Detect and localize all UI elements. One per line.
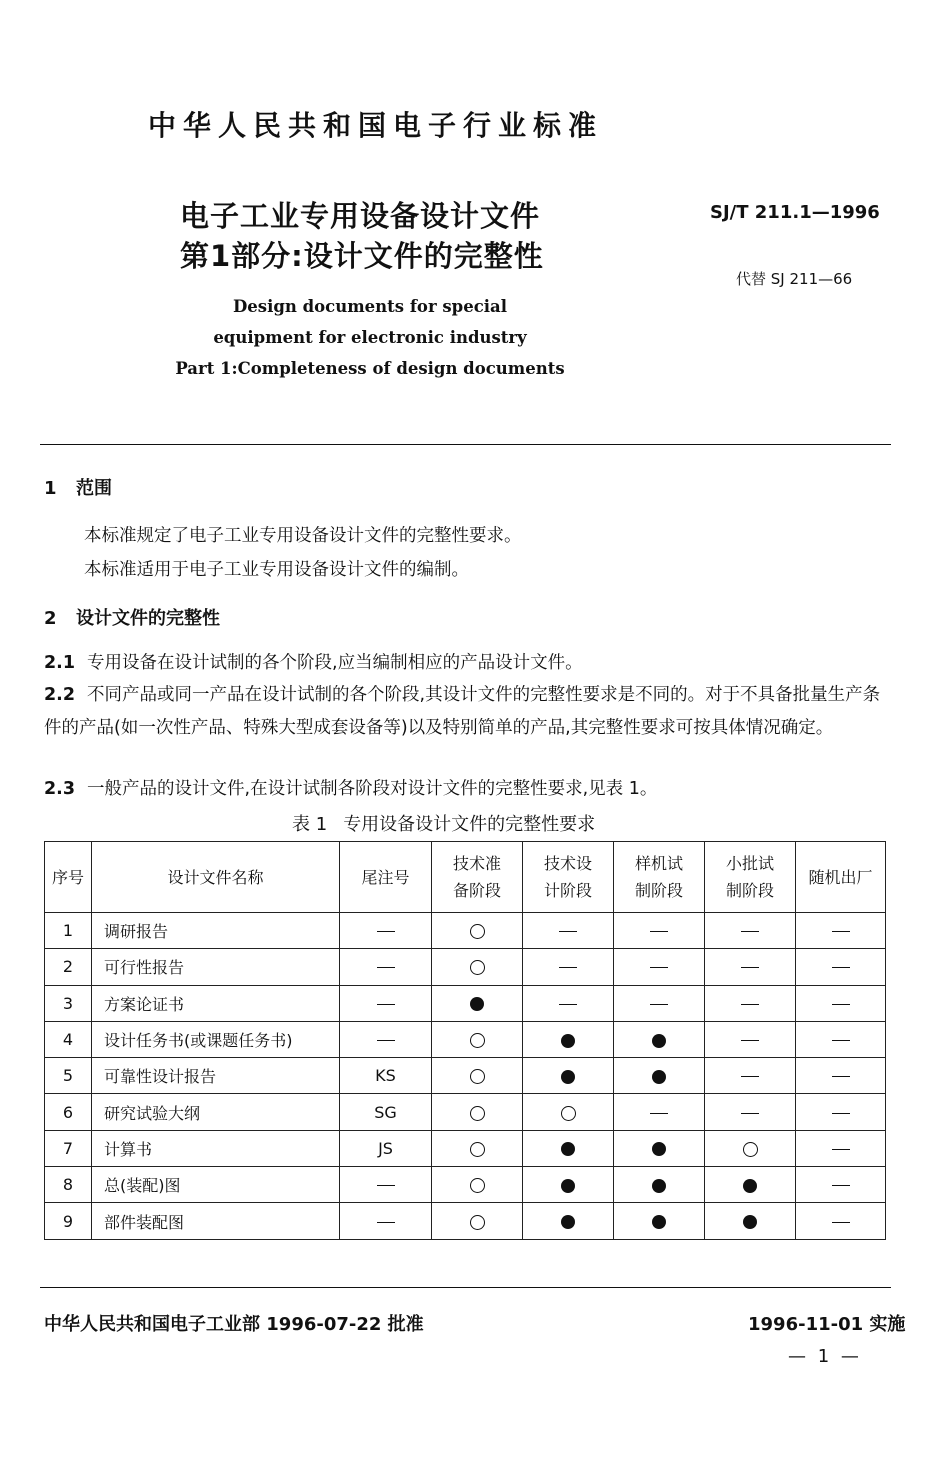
- row-name: 调研报告: [92, 913, 340, 949]
- dash-mark: [377, 931, 395, 932]
- open-circle-icon: [470, 1215, 485, 1230]
- row-stage-2-mark: [523, 913, 614, 949]
- open-circle-icon: [470, 960, 485, 975]
- english-title-line1: Design documents for special: [233, 297, 507, 316]
- filled-circle-icon: [652, 1034, 666, 1048]
- row-stage-3-mark: [614, 985, 705, 1021]
- dash-mark: [832, 1040, 850, 1041]
- open-circle-icon: [470, 1178, 485, 1193]
- open-circle-icon: [470, 1069, 485, 1084]
- row-seq: 2: [45, 949, 92, 985]
- row-name: 研究试验大纲: [92, 1094, 340, 1130]
- section-1-para-1: 本标准规定了电子工业专用设备设计文件的完整性要求。: [84, 526, 522, 546]
- row-stage-4-mark: [705, 1021, 796, 1057]
- table-caption-title: 专用设备设计文件的完整性要求: [343, 814, 596, 835]
- row-stage-1-mark: [432, 913, 523, 949]
- dash-mark: [377, 967, 395, 968]
- header-stage-5: 随机出厂: [796, 842, 886, 913]
- table-caption: [292, 810, 595, 836]
- row-suffix: [340, 949, 432, 985]
- clause-2-1: [44, 647, 892, 680]
- table-row: [45, 1021, 886, 1057]
- dash-mark: [741, 1004, 759, 1005]
- row-stage-2-mark: [523, 1130, 614, 1166]
- dash-mark: [832, 931, 850, 932]
- clause-2-2: [44, 679, 892, 745]
- standard-code: SJ/T 211.1—1996: [710, 202, 880, 223]
- table-header-row: [45, 842, 886, 913]
- row-suffix: KS: [340, 1058, 432, 1094]
- row-suffix: [340, 1203, 432, 1239]
- dash-mark: [832, 1222, 850, 1223]
- header-stage-4-a: 小批试: [725, 854, 774, 873]
- clause-2-3-text: 一般产品的设计文件,在设计试制各阶段对设计文件的完整性要求,见表 1。: [87, 779, 658, 799]
- filled-circle-icon: [652, 1215, 666, 1229]
- filled-circle-icon: [561, 1142, 575, 1156]
- row-stage-5-mark: [796, 1094, 886, 1130]
- replaces-standard: 代替 SJ 211—66: [736, 270, 853, 288]
- header-seq: 序号: [45, 842, 92, 913]
- row-seq: 5: [45, 1058, 92, 1094]
- row-stage-4-mark: [705, 913, 796, 949]
- row-stage-5-mark: [796, 1167, 886, 1203]
- table-row: [45, 1167, 886, 1203]
- row-stage-3-mark: [614, 1130, 705, 1166]
- table-row: [45, 1130, 886, 1166]
- row-stage-1-mark: [432, 1021, 523, 1057]
- header-divider: [40, 444, 891, 445]
- table-row: [45, 1203, 886, 1239]
- open-circle-icon: [470, 1033, 485, 1048]
- section-1-title: 范围: [76, 478, 112, 499]
- row-stage-2-mark: [523, 1203, 614, 1239]
- filled-circle-icon: [652, 1142, 666, 1156]
- header-stage-3: [614, 842, 705, 913]
- header-stage-2: [523, 842, 614, 913]
- filled-circle-icon: [561, 1034, 575, 1048]
- table-row: [45, 949, 886, 985]
- document-title-line1: 电子工业专用设备设计文件: [180, 199, 541, 233]
- dash-mark: [559, 967, 577, 968]
- english-title-line2: equipment for electronic industry: [213, 328, 527, 347]
- row-seq: 1: [45, 913, 92, 949]
- row-name: 部件装配图: [92, 1203, 340, 1239]
- table-row: [45, 985, 886, 1021]
- clause-2-2-text: 不同产品或同一产品在设计试制的各个阶段,其设计文件的完整性要求是不同的。对于不具备批量生产条件的产品(如一次性产品、特殊大型成套设备等)以及特别简单的产品,其完整性要求可按具体情况确定。: [44, 685, 881, 738]
- row-stage-2-mark: [523, 985, 614, 1021]
- dash-mark: [377, 1040, 395, 1041]
- filled-circle-icon: [561, 1070, 575, 1084]
- english-title-line3: Part 1:Completeness of design documents: [175, 359, 565, 378]
- row-stage-4-mark: [705, 1203, 796, 1239]
- filled-circle-icon: [743, 1179, 757, 1193]
- row-stage-3-mark: [614, 949, 705, 985]
- row-name: 设计任务书(或课题任务书): [92, 1021, 340, 1057]
- document-title-line2: 第1部分:设计文件的完整性: [180, 239, 544, 273]
- dash-mark: [650, 1113, 668, 1114]
- table-row: [45, 913, 886, 949]
- header-stage-1-a: 技术准: [452, 854, 501, 873]
- filled-circle-icon: [470, 997, 484, 1011]
- row-name: 计算书: [92, 1130, 340, 1166]
- row-stage-5-mark: [796, 1021, 886, 1057]
- section-1-number: 1: [44, 478, 57, 499]
- row-stage-1-mark: [432, 1094, 523, 1130]
- row-suffix: SG: [340, 1094, 432, 1130]
- row-stage-4-mark: [705, 1130, 796, 1166]
- header-name: 设计文件名称: [92, 842, 340, 913]
- filled-circle-icon: [652, 1179, 666, 1193]
- row-name: 可行性报告: [92, 949, 340, 985]
- table-body: [45, 913, 886, 1240]
- dash-mark: [832, 1185, 850, 1186]
- header-suffix: 尾注号: [340, 842, 432, 913]
- dash-mark: [741, 967, 759, 968]
- dash-mark: [377, 1222, 395, 1223]
- dash-mark: [832, 967, 850, 968]
- row-stage-1-mark: [432, 1058, 523, 1094]
- row-stage-2-mark: [523, 949, 614, 985]
- row-stage-1-mark: [432, 1130, 523, 1166]
- table-row: [45, 1094, 886, 1130]
- dash-mark: [832, 1113, 850, 1114]
- header-stage-1: [432, 842, 523, 913]
- open-circle-icon: [470, 1142, 485, 1157]
- row-stage-5-mark: [796, 1058, 886, 1094]
- row-stage-3-mark: [614, 1094, 705, 1130]
- row-stage-1-mark: [432, 1167, 523, 1203]
- dash-mark: [832, 1004, 850, 1005]
- clause-2-1-text: 专用设备在设计试制的各个阶段,应当编制相应的产品设计文件。: [87, 653, 583, 673]
- row-suffix: [340, 1021, 432, 1057]
- header-stage-4-b: 制阶段: [725, 881, 774, 900]
- dash-mark: [741, 1113, 759, 1114]
- header-stage-3-a: 样机试: [634, 854, 683, 873]
- row-seq: 4: [45, 1021, 92, 1057]
- row-stage-4-mark: [705, 1167, 796, 1203]
- table-row: [45, 1058, 886, 1094]
- header-stage-1-b: 备阶段: [452, 881, 501, 900]
- open-circle-icon: [470, 924, 485, 939]
- row-suffix: [340, 913, 432, 949]
- dash-mark: [741, 1040, 759, 1041]
- row-stage-3-mark: [614, 1203, 705, 1239]
- section-1-heading: [44, 474, 112, 500]
- row-stage-5-mark: [796, 913, 886, 949]
- dash-mark: [650, 967, 668, 968]
- row-stage-4-mark: [705, 1058, 796, 1094]
- filled-circle-icon: [561, 1215, 575, 1229]
- dash-mark: [650, 1004, 668, 1005]
- section-2-number: 2: [44, 608, 57, 629]
- clause-2-3: [44, 773, 892, 806]
- row-stage-2-mark: [523, 1021, 614, 1057]
- clause-2-2-number: 2.2: [44, 685, 76, 705]
- row-seq: 9: [45, 1203, 92, 1239]
- completeness-table: [44, 841, 886, 1240]
- footer-divider: [40, 1287, 891, 1288]
- dash-mark: [377, 1004, 395, 1005]
- clause-2-1-number: 2.1: [44, 653, 76, 673]
- section-2-heading: [44, 604, 220, 630]
- row-suffix: JS: [340, 1130, 432, 1166]
- row-name: 方案论证书: [92, 985, 340, 1021]
- row-suffix: [340, 985, 432, 1021]
- open-circle-icon: [743, 1142, 758, 1157]
- row-seq: 3: [45, 985, 92, 1021]
- row-stage-4-mark: [705, 1094, 796, 1130]
- section-1-para-2: 本标准适用于电子工业专用设备设计文件的编制。: [84, 560, 469, 580]
- row-seq: 8: [45, 1167, 92, 1203]
- filled-circle-icon: [652, 1070, 666, 1084]
- table-caption-number: 表 1: [292, 814, 328, 835]
- dash-mark: [377, 1185, 395, 1186]
- section-2-title: 设计文件的完整性: [76, 608, 220, 629]
- row-stage-3-mark: [614, 913, 705, 949]
- open-circle-icon: [561, 1106, 576, 1121]
- row-stage-5-mark: [796, 985, 886, 1021]
- dash-mark: [832, 1076, 850, 1077]
- row-stage-2-mark: [523, 1167, 614, 1203]
- dash-mark: [650, 931, 668, 932]
- row-stage-5-mark: [796, 1203, 886, 1239]
- dash-mark: [741, 931, 759, 932]
- row-stage-3-mark: [614, 1058, 705, 1094]
- row-seq: 7: [45, 1130, 92, 1166]
- header-stage-2-a: 技术设: [543, 854, 592, 873]
- dash-mark: [559, 931, 577, 932]
- national-standard-heading: 中华人民共和国电子行业标准: [148, 109, 604, 142]
- clause-2-3-number: 2.3: [44, 779, 76, 799]
- row-stage-1-mark: [432, 1203, 523, 1239]
- filled-circle-icon: [743, 1215, 757, 1229]
- row-name: 总(装配)图: [92, 1167, 340, 1203]
- row-stage-2-mark: [523, 1058, 614, 1094]
- row-suffix: [340, 1167, 432, 1203]
- page-number: — 1 —: [788, 1346, 862, 1367]
- row-stage-1-mark: [432, 949, 523, 985]
- row-stage-4-mark: [705, 949, 796, 985]
- row-stage-5-mark: [796, 949, 886, 985]
- row-name: 可靠性设计报告: [92, 1058, 340, 1094]
- header-stage-4: [705, 842, 796, 913]
- row-stage-2-mark: [523, 1094, 614, 1130]
- row-stage-4-mark: [705, 985, 796, 1021]
- effective-date: 1996-11-01 实施: [748, 1314, 906, 1335]
- row-seq: 6: [45, 1094, 92, 1130]
- row-stage-3-mark: [614, 1167, 705, 1203]
- dash-mark: [832, 1149, 850, 1150]
- header-stage-2-b: 计阶段: [543, 881, 592, 900]
- filled-circle-icon: [561, 1179, 575, 1193]
- dash-mark: [559, 1004, 577, 1005]
- row-stage-3-mark: [614, 1021, 705, 1057]
- header-stage-3-b: 制阶段: [634, 881, 683, 900]
- row-stage-1-mark: [432, 985, 523, 1021]
- approval-note: 中华人民共和国电子工业部 1996-07-22 批准: [44, 1314, 424, 1335]
- row-stage-5-mark: [796, 1130, 886, 1166]
- open-circle-icon: [470, 1106, 485, 1121]
- dash-mark: [741, 1076, 759, 1077]
